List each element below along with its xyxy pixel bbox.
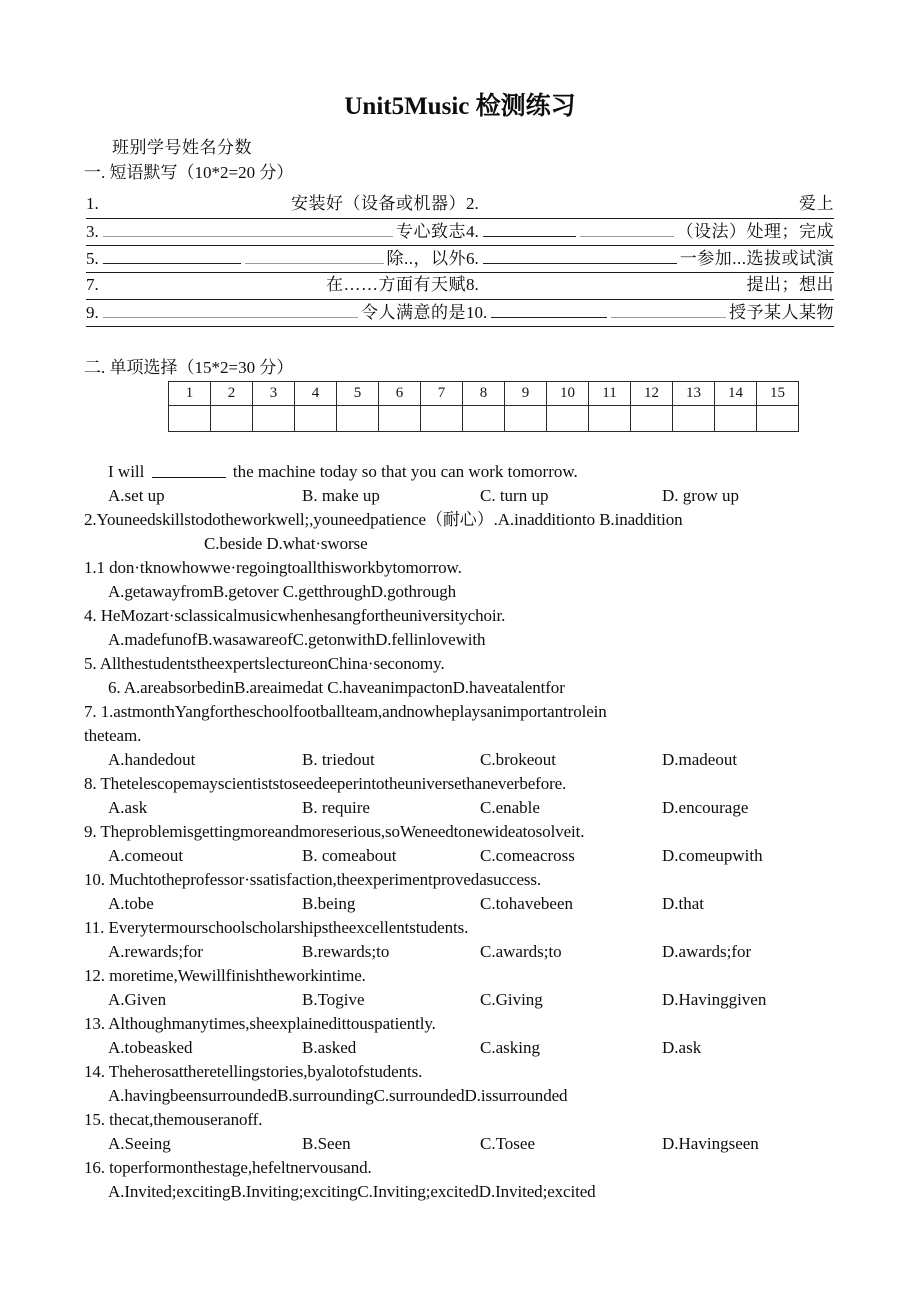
page-title-en: Unit5Music: [344, 93, 470, 120]
answer-grid-number-cell: 15: [757, 382, 799, 406]
question-options-row: [84, 796, 844, 820]
answer-grid-number-cell: 5: [337, 382, 379, 406]
option-a[interactable]: A.handedout: [108, 750, 196, 769]
question-options-row: [84, 844, 844, 868]
answer-grid-answer-cell[interactable]: [379, 406, 421, 432]
phrase-blank[interactable]: [103, 273, 323, 290]
option-b[interactable]: B.asked: [302, 1038, 357, 1057]
question-stem: 2.Youneedskillstodotheworkwell;,youneedpatience（耐心）.A.inadditionto B.inaddition: [84, 510, 683, 529]
question-options-line[interactable]: A.havingbeensurroundedB.surroundingC.surroundedD.issurrounded: [108, 1086, 568, 1105]
option-d[interactable]: D. grow up: [662, 486, 739, 505]
question-stem: 1.1 don·tknowhowwe·regoingtoallthisworkbytomorrow.: [84, 558, 462, 577]
answer-grid-answer-cell[interactable]: [505, 406, 547, 432]
phrase-blank[interactable]: [103, 219, 393, 237]
phrase-blank[interactable]: [483, 246, 677, 264]
question-stem: theteam.: [84, 726, 142, 745]
phrase-blank[interactable]: [491, 300, 606, 318]
question-stem: 8. Thetelescopemayscientiststoseedeeperintotheuniversethaneverbefore.: [84, 774, 567, 793]
phrase-blank[interactable]: [103, 300, 358, 318]
option-b[interactable]: B.being: [302, 894, 356, 913]
question-options-line[interactable]: 6. A.areabsorbedinB.areaimedat C.haveanimpactonD.haveatalentfor: [108, 678, 565, 697]
phrase-number: 7.: [86, 275, 99, 294]
option-a[interactable]: A.Given: [108, 990, 167, 1009]
question-options-line[interactable]: A.getawayfromB.getover C.getthroughD.gothrough: [108, 582, 457, 601]
question-stem: 4. HeMozart·sclassicalmusicwhenhesangfortheuniversitychoir.: [84, 606, 506, 625]
answer-grid-answer-cell[interactable]: [337, 406, 379, 432]
phrase-table-row: [86, 219, 834, 246]
answer-grid-number-cell: 14: [715, 382, 757, 406]
question-stem: 7. 1.astmonthYangfortheschoolfootballteam,andnowheplaysanimportantrolein: [84, 702, 607, 721]
option-c[interactable]: C.enable: [480, 798, 540, 817]
question-stem: [84, 460, 844, 484]
answer-grid-number-cell: 9: [505, 382, 547, 406]
answer-grid-number-cell: 10: [547, 382, 589, 406]
phrase-cell-left[interactable]: [86, 192, 466, 219]
phrase-meaning: 令人满意的是: [361, 303, 466, 322]
answer-grid-number-cell: 11: [589, 382, 631, 406]
answer-grid-number-cell: 12: [631, 382, 673, 406]
question-stem: 16. toperformonthestage,hefeltnervousand.: [84, 1158, 372, 1177]
option-b[interactable]: B. comeabout: [302, 846, 397, 865]
stem-text-after: the machine today so that you can work tomorrow.: [228, 462, 578, 481]
stem-blank[interactable]: [152, 463, 226, 478]
phrase-table-row: [86, 192, 834, 219]
question-stem: 13. Althoughmanytimes,sheexplainedittouspatiently.: [84, 1014, 436, 1033]
question-stem: 10. Muchtotheprofessor·ssatisfaction,theexperimentprovedasuccess.: [84, 870, 542, 889]
phrase-blank[interactable]: [483, 219, 576, 237]
question-options-row: [84, 1036, 844, 1060]
phrase-cell-left[interactable]: [86, 300, 466, 327]
page-title: [0, 86, 920, 122]
question-stem: 14. Theherosattheretellingstories,byalotofstudents.: [84, 1062, 423, 1081]
option-b[interactable]: B.Seen: [302, 1134, 351, 1153]
option-b[interactable]: B. triedout: [302, 750, 375, 769]
answer-grid-number-row: [169, 382, 799, 406]
option-d[interactable]: D.Havinggiven: [662, 990, 767, 1009]
phrase-meaning: 提出；想出: [746, 275, 834, 294]
answer-grid-answer-cell[interactable]: [547, 406, 589, 432]
phrase-meaning: 安装好（设备或机器）: [291, 194, 466, 213]
answer-grid-answer-cell[interactable]: [253, 406, 295, 432]
phrase-meaning: 在……方面有天赋: [326, 275, 466, 294]
phrase-meaning: 一参加...选拔或试演: [679, 249, 834, 268]
question-stem: 12. moretime,Wewillfinishtheworkintime.: [84, 966, 366, 985]
option-d[interactable]: D.encourage: [662, 798, 749, 817]
option-c[interactable]: C.comeacross: [480, 846, 575, 865]
answer-grid-number-cell: 8: [463, 382, 505, 406]
option-b[interactable]: B. require: [302, 798, 370, 817]
phrase-meaning: 爱上: [799, 194, 834, 213]
question-stem: 15. thecat,themouseranoff.: [84, 1110, 263, 1129]
option-b[interactable]: B.rewards;to: [302, 942, 390, 961]
answer-grid-answer-cell[interactable]: [169, 406, 211, 432]
phrase-blank[interactable]: [483, 273, 744, 290]
option-b[interactable]: B. make up: [302, 486, 380, 505]
section-1-heading: 一. 短语默写（10*2=20 分）: [84, 163, 294, 182]
answer-grid-number-cell: 7: [421, 382, 463, 406]
stem-text-before: I will: [108, 462, 149, 481]
phrase-table-row: [86, 273, 834, 300]
phrase-number: 8.: [466, 275, 479, 294]
option-c[interactable]: C.Tosee: [480, 1134, 535, 1153]
option-a[interactable]: A.rewards;for: [108, 942, 203, 961]
option-c[interactable]: C.brokeout: [480, 750, 557, 769]
phrase-meaning: 专心致志: [396, 222, 466, 241]
option-d[interactable]: D.Havingseen: [662, 1134, 759, 1153]
option-c[interactable]: C.asking: [480, 1038, 540, 1057]
answer-grid-answer-cell[interactable]: [463, 406, 505, 432]
phrase-cell-right[interactable]: [466, 300, 834, 327]
phrase-number: 2.: [466, 194, 479, 213]
answer-grid-number-cell: 2: [211, 382, 253, 406]
option-a[interactable]: A.set up: [108, 486, 165, 505]
answer-grid-number-cell: 6: [379, 382, 421, 406]
option-a[interactable]: A.tobeasked: [108, 1038, 193, 1057]
phrase-cell-right[interactable]: [466, 246, 834, 273]
phrase-meaning: 除..，以外: [386, 249, 466, 268]
multiple-choice-questions: [84, 460, 844, 1204]
option-d[interactable]: D.that: [662, 894, 705, 913]
question-options-row: [84, 940, 844, 964]
option-a[interactable]: A.Seeing: [108, 1134, 171, 1153]
phrase-number: 1.: [86, 194, 99, 213]
question-stem: 5. AllthestudentstheexpertslectureonChina·seconomy.: [84, 654, 445, 673]
phrase-cell-right[interactable]: [466, 219, 834, 246]
option-a[interactable]: A.ask: [108, 798, 148, 817]
option-d[interactable]: D.comeupwith: [662, 846, 763, 865]
option-c[interactable]: C.Giving: [480, 990, 543, 1009]
option-b[interactable]: B.Togive: [302, 990, 365, 1009]
phrase-blank[interactable]: [580, 219, 673, 237]
page-title-cn: 检测练习: [475, 93, 576, 120]
answer-grid-answer-row[interactable]: [169, 406, 799, 432]
question-stem: C.beside D.what·sworse: [204, 534, 368, 553]
phrase-blank[interactable]: [483, 192, 796, 209]
answer-grid-answer-cell[interactable]: [715, 406, 757, 432]
phrase-blank[interactable]: [103, 192, 288, 209]
answer-grid-number-cell: 1: [169, 382, 211, 406]
phrase-meaning: （设法）处理；完成: [676, 222, 834, 241]
option-a[interactable]: A.comeout: [108, 846, 184, 865]
question-stem: 9. Theproblemisgettingmoreandmoreserious,soWeneedtonewideatosolveit.: [84, 822, 585, 841]
option-c[interactable]: C.tohavebeen: [480, 894, 573, 913]
phrase-meaning: 授予某人某物: [729, 303, 834, 322]
phrase-dictation-table: [86, 192, 834, 327]
phrase-number: 6.: [466, 249, 479, 268]
phrase-table-row: [86, 246, 834, 273]
answer-grid-number-cell: 3: [253, 382, 295, 406]
option-d[interactable]: D.awards;for: [662, 942, 752, 961]
question-options-line[interactable]: A.madefunofB.wasawareofC.getonwithD.fellinlovewith: [108, 630, 486, 649]
question-options-row: [84, 484, 844, 508]
phrase-number: 10.: [466, 303, 488, 322]
question-stem: 11. Everytermourschoolscholarshipstheexcellentstudents.: [84, 918, 469, 937]
answer-grid-answer-cell[interactable]: [211, 406, 253, 432]
phrase-number: 3.: [86, 222, 99, 241]
phrase-blank[interactable]: [103, 246, 241, 264]
phrase-number: 9.: [86, 303, 99, 322]
answer-grid-number-cell: 13: [673, 382, 715, 406]
answer-grid-answer-cell[interactable]: [757, 406, 799, 432]
question-options-row: [84, 1132, 844, 1156]
answer-grid-answer-cell[interactable]: [295, 406, 337, 432]
question-options-row: [84, 892, 844, 916]
option-c[interactable]: C. turn up: [480, 486, 549, 505]
phrase-cell-right[interactable]: [466, 273, 834, 300]
answer-grid[interactable]: [168, 381, 799, 432]
option-c[interactable]: C.awards;to: [480, 942, 562, 961]
phrase-number: 5.: [86, 249, 99, 268]
phrase-number: 4.: [466, 222, 479, 241]
question-options-row: [84, 988, 844, 1012]
phrase-cell-left[interactable]: [86, 219, 466, 246]
section-2-heading: 二. 单项选择（15*2=30 分）: [84, 358, 294, 377]
answer-grid-answer-cell[interactable]: [673, 406, 715, 432]
phrase-cell-left[interactable]: [86, 273, 466, 300]
answer-grid-answer-cell[interactable]: [631, 406, 673, 432]
option-d[interactable]: D.ask: [662, 1038, 702, 1057]
phrase-cell-right[interactable]: [466, 192, 834, 219]
phrase-table-row: [86, 300, 834, 327]
phrase-blank[interactable]: [611, 300, 726, 318]
question-options-line[interactable]: A.Invited;excitingB.Inviting;excitingC.Inviting;excitedD.Invited;excited: [108, 1182, 596, 1201]
phrase-blank[interactable]: [245, 246, 383, 264]
option-a[interactable]: A.tobe: [108, 894, 154, 913]
answer-grid-answer-cell[interactable]: [589, 406, 631, 432]
answer-grid-answer-cell[interactable]: [421, 406, 463, 432]
question-options-row: [84, 748, 844, 772]
option-d[interactable]: D.madeout: [662, 750, 738, 769]
student-info-line: 班别学号姓名分数: [112, 138, 252, 157]
phrase-cell-left[interactable]: [86, 246, 466, 273]
answer-grid-number-cell: 4: [295, 382, 337, 406]
